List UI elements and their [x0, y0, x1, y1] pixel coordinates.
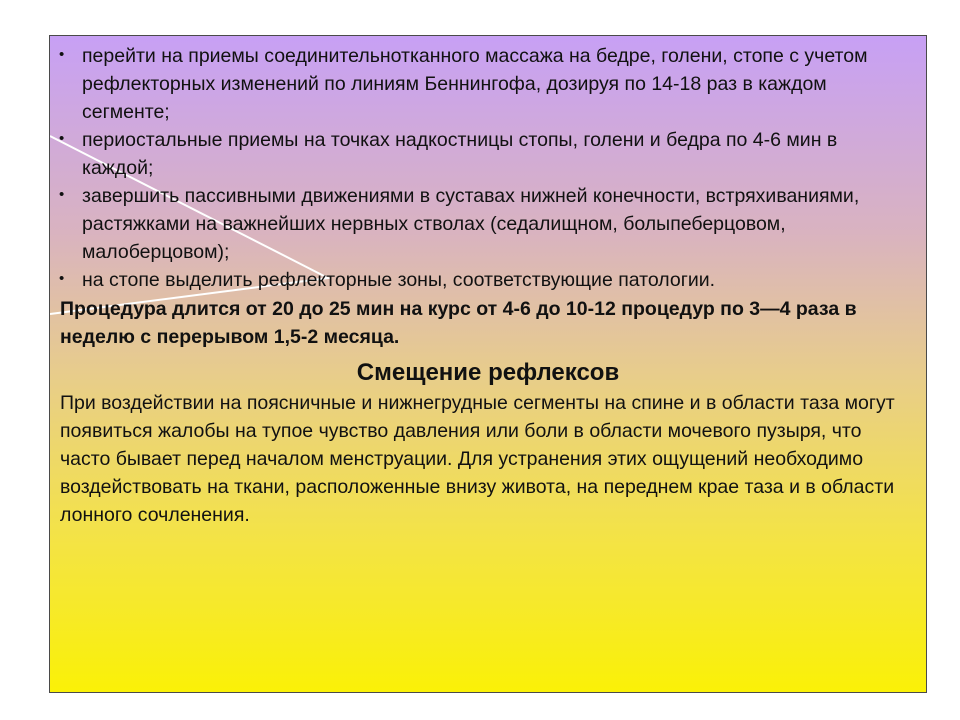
slide-content — [50, 36, 926, 692]
bullet-text: завершить пассивными движениями в суставах нижней конечности, встряхиваниями, растяжками на важнейших нервных стволах (седалищном, болыпеберцовом, малоберцовом); — [82, 185, 860, 263]
bullet-text: периостальные приемы на точках надкостницы стопы, голени и бедра по 4-6 мин в каждой; — [82, 129, 838, 179]
bullet-item — [50, 126, 914, 182]
bullet-list — [50, 36, 926, 294]
procedure-summary: Процедура длится от 20 до 25 мин на курс от 4-6 до 10-12 процедур по 3—4 раза в неделю с перерывом 1,5-2 месяца. — [60, 298, 857, 348]
bullet-item — [50, 266, 914, 294]
bullet-icon: • — [59, 186, 65, 203]
bullet-icon: • — [59, 46, 65, 63]
body-paragraph: При воздействии на поясничные и нижнегрудные сегменты на спине и в области таза могут появиться жалобы на тупое чувство давления или боли в области мочевого пузыря, что часто бывает перед началом менструации. Для устранения этих ощущений необходимо воздействовать на ткани, расположенные внизу живота, на переднем крае таза и в области лонного сочленения. — [60, 392, 895, 526]
bullet-icon: • — [59, 270, 65, 287]
bullet-item — [50, 42, 914, 126]
section-heading: Смещение рефлексов — [356, 359, 620, 386]
bullet-text: перейти на приемы соединительнотканного массажа на бедре, голени, стопе с учетом рефлекторных изменений по линиям Беннингофа, дозируя по 14-18 раз в каждом сегменте; — [82, 45, 868, 123]
bullet-item — [50, 182, 914, 266]
bullet-icon: • — [59, 130, 65, 147]
content-panel — [49, 35, 927, 693]
bullet-text: на стопе выделить рефлекторные зоны, соответствующие патологии. — [82, 269, 716, 291]
